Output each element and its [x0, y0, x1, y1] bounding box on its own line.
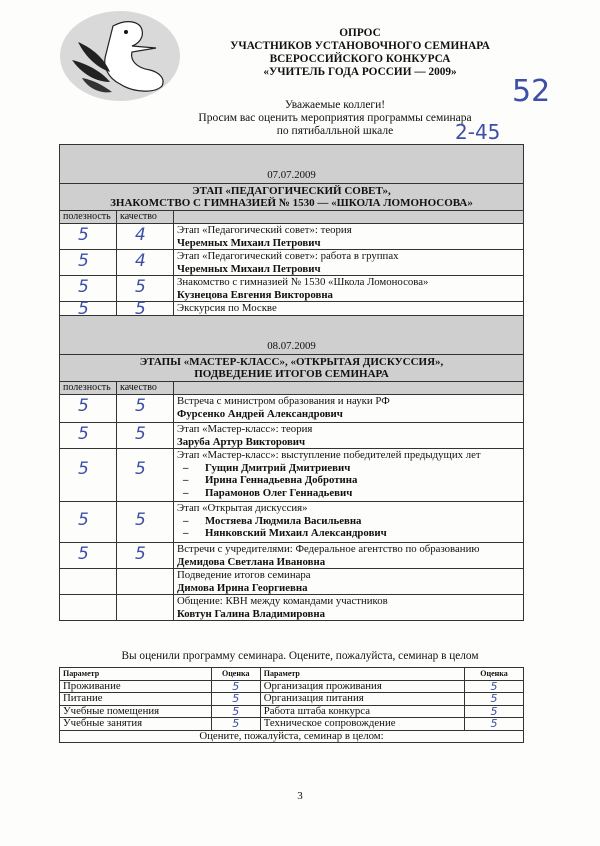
table-row	[60, 543, 524, 569]
event-speaker: Черемных Михаил Петрович	[177, 262, 321, 275]
table-row	[60, 705, 524, 718]
usefulness-score[interactable]: 5	[78, 459, 89, 479]
event-speaker: Ковтун Галина Владимировна	[177, 607, 325, 620]
event-speaker: Димова Ирина Георгиевна	[177, 581, 308, 594]
stage-title	[60, 355, 524, 382]
table-row: 5 5 Этап «Открытая дискуссия» – Мостяева Людмила Васильевна – Нянковский Михаил Александрович	[60, 502, 524, 543]
intro-line: по пятибалльной шкале	[276, 125, 394, 137]
usefulness-score[interactable]: 5	[78, 396, 89, 416]
param-name: Проживание	[60, 680, 212, 693]
param-score[interactable]: 5	[211, 693, 260, 706]
param-header: Параметр	[260, 668, 464, 681]
event-speaker: Нянковский Михаил Александрович	[205, 527, 387, 539]
table-row	[60, 680, 524, 693]
event-speaker: Гущин Дмитрий Дмитриевич	[205, 461, 351, 474]
event-speaker: Заруба Артур Викторович	[177, 435, 306, 448]
stage-title-line: ПОДВЕДЕНИЕ ИТОГОВ СЕМИНАРА	[194, 368, 389, 380]
stage-title-line: ЭТАПЫ «МАСТЕР-КЛАСС», «ОТКРЫТАЯ ДИСКУССИЯ»,	[139, 356, 444, 368]
page-number: 3	[297, 790, 303, 802]
usefulness-score[interactable]: 5	[78, 251, 89, 271]
stage-title	[60, 184, 524, 211]
score-header: Оценка	[465, 668, 524, 681]
event-title: Общение: КВН между командами участников	[177, 595, 388, 607]
title-line: УЧАСТНИКОВ УСТАНОВОЧНОГО СЕМИНАРА	[230, 40, 490, 52]
pelican-logo	[58, 8, 182, 104]
score-header: Оценка	[211, 668, 260, 681]
table-row	[60, 595, 524, 621]
table-row	[60, 693, 524, 706]
event-title: Этап «Педагогический совет»: работа в группах	[177, 250, 399, 262]
quality-score[interactable]: 5	[135, 510, 146, 530]
param-score[interactable]: 5	[465, 693, 524, 706]
event-speaker: Кузнецова Евгения Викторовна	[177, 288, 333, 301]
event-title: Этап «Педагогический совет»: теория	[177, 224, 352, 236]
param-score[interactable]: 5	[465, 705, 524, 718]
quality-score[interactable]: 5	[135, 277, 146, 297]
table-row	[60, 276, 524, 302]
quality-score[interactable]: 5	[135, 424, 146, 444]
usefulness-score[interactable]: 5	[78, 277, 89, 297]
table-row	[60, 569, 524, 595]
stage-title-line: ЭТАП «ПЕДАГОГИЧЕСКИЙ СОВЕТ»,	[192, 185, 391, 197]
title-line: ОПРОС	[339, 27, 381, 39]
param-name: Питание	[60, 693, 212, 706]
table-row	[60, 302, 524, 316]
table-row	[60, 224, 524, 250]
event-speaker: Ирина Геннадьевна Добротина	[205, 474, 358, 486]
param-header: Параметр	[60, 668, 212, 681]
usefulness-score[interactable]: 5	[78, 510, 89, 530]
table-row	[60, 718, 524, 731]
param-name: Учебные помещения	[60, 705, 212, 718]
param-score[interactable]: 5	[465, 718, 524, 731]
usefulness-header: полезность	[60, 382, 117, 395]
event-title: Этап «Открытая дискуссия»	[177, 502, 308, 514]
title-line: ВСЕРОССИЙСКОГО КОНКУРСА	[269, 53, 451, 65]
quality-header: качество	[117, 382, 174, 395]
event-title: Экскурсия по Москве	[174, 302, 524, 316]
quality-score[interactable]: 5	[135, 299, 146, 319]
param-score[interactable]: 5	[211, 705, 260, 718]
table-row	[60, 395, 524, 423]
overall-rating-prompt[interactable]: Оцените, пожалуйста, семинар в целом:	[60, 730, 524, 743]
quality-score[interactable]: 5	[135, 544, 146, 564]
quality-score[interactable]: 4	[135, 225, 146, 245]
quality-header: качество	[117, 211, 174, 224]
program-table	[59, 144, 524, 621]
param-score[interactable]: 5	[465, 680, 524, 693]
event-speaker: Мостяева Людмила Васильевна	[205, 514, 362, 527]
param-name: Техническое сопровождение	[260, 718, 464, 731]
intro-line: Просим вас оценить мероприятия программы семинара	[198, 112, 472, 124]
event-speaker: Парамонов Олег Геннадьевич	[205, 486, 353, 499]
param-name: Организация питания	[260, 693, 464, 706]
quality-score[interactable]: 4	[135, 251, 146, 271]
rating-table	[59, 667, 524, 743]
param-score[interactable]: 5	[211, 680, 260, 693]
usefulness-score[interactable]: 5	[78, 299, 89, 319]
quality-score[interactable]: 5	[135, 459, 146, 479]
usefulness-score[interactable]: 5	[78, 225, 89, 245]
event-title: Этап «Мастер-класс»: теория	[177, 423, 313, 435]
event-title: Подведение итогов семинара	[177, 569, 311, 581]
handwritten-number: 52	[512, 74, 551, 109]
event-title: Знакомство с гимназией № 1530 «Школа Ломоносова»	[177, 276, 429, 288]
event-speaker: Фурсенко Андрей Александрович	[177, 407, 343, 420]
table-row	[60, 423, 524, 449]
event-title: Встречи с учредителями: Федеральное агентство по образованию	[177, 543, 480, 555]
date-row: 07.07.2009	[60, 145, 524, 184]
param-name: Организация проживания	[260, 680, 464, 693]
event-speaker: Демидова Светлана Ивановна	[177, 555, 326, 568]
title-line: «УЧИТЕЛЬ ГОДА РОССИИ — 2009»	[263, 66, 457, 78]
quality-score[interactable]: 5	[135, 396, 146, 416]
handwritten-code: 2-45	[455, 120, 501, 144]
param-score[interactable]: 5	[211, 718, 260, 731]
table-row: 5 5 Этап «Мастер-класс»: выступление победителей предыдущих лет – Гущин Дмитрий Дмитриевич – Ирина Геннадьевна Добротина – Парамонов Олег Геннадьевич	[60, 449, 524, 502]
stage-title-line: ЗНАКОМСТВО С ГИМНАЗИЕЙ № 1530 — «ШКОЛА ЛОМОНОСОВА»	[110, 197, 473, 209]
event-speaker: Черемных Михаил Петрович	[177, 236, 321, 249]
survey-title	[195, 27, 525, 79]
usefulness-header: полезность	[60, 211, 117, 224]
table-row	[60, 250, 524, 276]
usefulness-score[interactable]: 5	[78, 544, 89, 564]
event-title: Этап «Мастер-класс»: выступление победителей предыдущих лет	[177, 449, 481, 461]
param-name: Учебные занятия	[60, 718, 212, 731]
closing-text: Вы оценили программу семинара. Оцените, пожалуйста, семинар в целом	[121, 650, 479, 662]
intro-line: Уважаемые коллеги!	[284, 99, 386, 111]
event-title: Встреча с министром образования и науки РФ	[177, 395, 390, 407]
date-row: 08.07.2009	[60, 316, 524, 355]
usefulness-score[interactable]: 5	[78, 424, 89, 444]
intro-text	[185, 99, 485, 138]
param-name: Работа штаба конкурса	[260, 705, 464, 718]
